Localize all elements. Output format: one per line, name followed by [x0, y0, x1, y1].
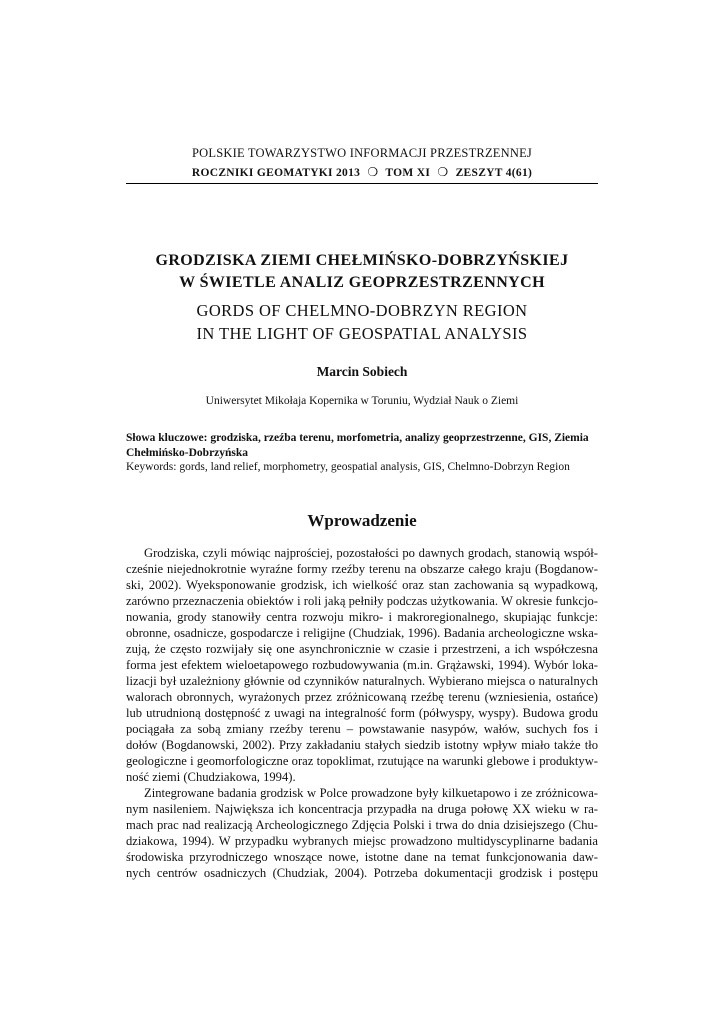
- paragraph-line: nych centrów osadniczych (Chudziak, 2004). Potrzeba dokumentacji grodzisk i postępu: [126, 866, 598, 880]
- journal-name: ROCZNIKI GEOMATYKI 2013: [191, 167, 361, 179]
- author-name: Marcin Sobiech: [316, 364, 408, 379]
- keywords-english: Keywords: gords, land relief, morphometry, geospatial analysis, GIS, Chelmno-Dobrzyn Region: [126, 461, 570, 473]
- keywords-block: [126, 431, 598, 475]
- paragraph-line: zarówno przeznaczenia obiektów i roli jaką pełniły podczas użytkowania. W okresie funkcjo-: [126, 594, 598, 608]
- keywords-polish: Słowa kluczowe: grodziska, rzeźba terenu, morfometria, analizy geoprzestrzenne, GIS, Ziemia Chełmińsko-Dobrzyńska: [126, 432, 589, 459]
- paragraph-line: mach prac nad realizacją Archeologicznego Zdjęcia Polski i trwa do dnia dzisiejszego (Chu-: [126, 818, 598, 832]
- journal-line: [0, 165, 724, 180]
- paragraph-line: lub utrudnioną dostępność z uwagi na integralność form (półwyspy, wyspy). Budowa grodu: [126, 706, 598, 720]
- paragraph-line: geologiczne i geomorfologiczne oraz topoklimat, rzutujące na warunki glebowe i produktyw-: [126, 754, 598, 768]
- running-header: [0, 146, 724, 180]
- paragraph-line: Grodziska, czyli mówiąc najprościej, pozostałości po dawnych grodach, stanowią współ-: [144, 546, 598, 560]
- paragraph-line: dołów (Bogdanowski, 2002). Przy zakładaniu stałych siedzib istotny wpływ miało także tło: [126, 738, 598, 752]
- paragraph-line: środowiska przyrodniczego wnoszące nowe, istotne dane na temat funkcjonowania daw-: [126, 850, 598, 864]
- paragraph-line: ność ziemi (Chudziakowa, 1994).: [126, 770, 296, 784]
- title-polish: [0, 250, 724, 294]
- paragraph-line: dziakowa, 1994). W przypadku wybranych miejsc prowadzono multidyscyplinarne badania: [126, 834, 598, 848]
- paragraph-line: nowania, grody stanowiły centra rozwoju mikro- i makroregionalnego, skupiając funkcje:: [126, 610, 598, 624]
- paragraph-line: cześnie niejednokrotnie wyraźne formy rzeźby terenu na obszarze całego kraju (Bogdanow-: [126, 562, 598, 576]
- paragraph-line: lizacji był uzależniony głównie od czynników naturalnych. Wybierano miejsca o naturalnych: [126, 674, 598, 688]
- paragraph-line: zują, że często rozwijały się one asynchronicznie w czasie i przestrzeni, a ich współczesna: [126, 642, 598, 656]
- volume-label: TOM XI: [385, 167, 431, 179]
- title-polish-line: W ŚWIETLE ANALIZ GEOPRZESTRZENNYCH: [179, 274, 545, 291]
- paragraph: [126, 785, 598, 881]
- body-text: [126, 545, 598, 881]
- title-polish-line: GRODZISKA ZIEMI CHEŁMIŃSKO-DOBRZYŃSKIEJ: [155, 252, 569, 269]
- society-name: POLSKIE TOWARZYSTWO INFORMACJI PRZESTRZENNEJ: [192, 146, 532, 160]
- paragraph-line: ski, 2002). Wyeksponowanie grodzisk, ich wielkość oraz stan zachowania są wypadkową,: [126, 578, 598, 592]
- header-rule: [126, 183, 598, 184]
- paragraph-line: nym nasileniem. Największa ich koncentracja przypadła na druga połowę XX wieku w ra-: [126, 802, 598, 816]
- title-english: [0, 299, 724, 345]
- paragraph-line: obronne, osadnicze, gospodarcze i religijne (Chudziak, 1996). Badania archeologiczne wska-: [126, 626, 598, 640]
- paragraph-line: Zintegrowane badania grodzisk w Polce prowadzone były kilkuetapowo i ze zróżnicowa-: [144, 786, 598, 800]
- separator-icon: ❍: [437, 165, 449, 179]
- title-english-line: GORDS OF CHELMNO-DOBRZYN REGION: [196, 301, 528, 320]
- paragraph-line: walorach obronnych, wyrażonych przez zróżnicowaną rzeźbę terenu (wzniesienia, ostańce): [126, 690, 598, 704]
- issue-label: ZESZYT 4(61): [455, 167, 533, 179]
- section-heading: Wprowadzenie: [307, 511, 417, 530]
- paragraph: [126, 545, 598, 785]
- separator-icon: ❍: [367, 165, 379, 179]
- author-affiliation: Uniwersytet Mikołaja Kopernika w Toruniu, Wydział Nauk o Ziemi: [205, 395, 519, 407]
- paragraph-line: forma jest efektem wieloetapowego rozbudowywania (m.in. Grążawski, 1994). Wybór loka-: [126, 658, 598, 672]
- paragraph-line: pociągała za sobą zmiany rzeźby terenu – powstawanie nasypów, wałów, suchych fos i: [126, 722, 598, 736]
- title-english-line: IN THE LIGHT OF GEOSPATIAL ANALYSIS: [196, 324, 528, 343]
